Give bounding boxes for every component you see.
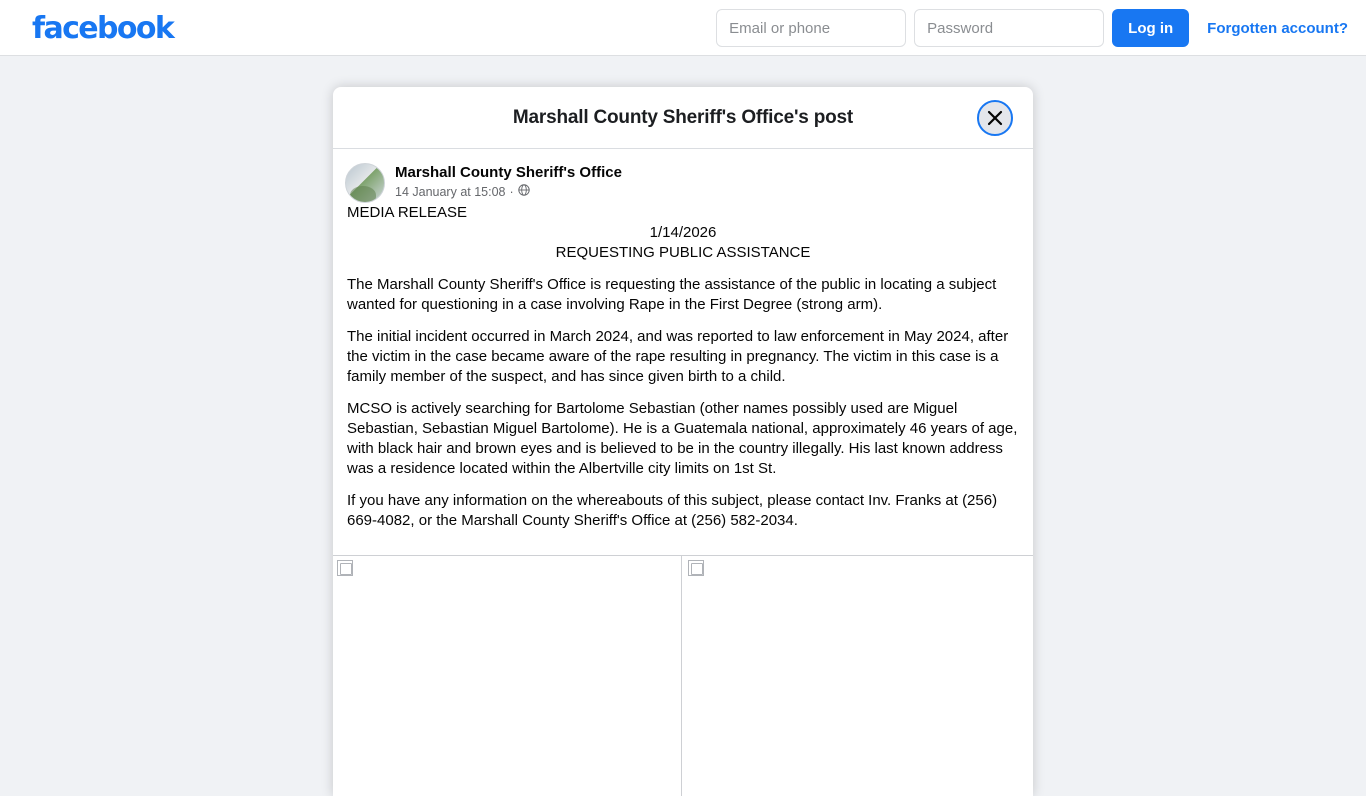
post-paragraph: The initial incident occurred in March 2024, and was reported to law enforcement in May 2024, after the victim in the case became aware of the rape resulting in pregnancy. The victim in this case is a family member of the suspect, and has since given birth to a child.	[347, 328, 1009, 385]
post-body	[333, 149, 1033, 555]
forgotten-account-link[interactable]: Forgotten account?	[1207, 19, 1348, 37]
log-in-button[interactable]: Log in	[1112, 9, 1189, 47]
facebook-logo[interactable]: facebook	[32, 11, 174, 46]
post-paragraph: MCSO is actively searching for Bartolome Sebastian (other names possibly used are Miguel Sebastian, Sebastian Miguel Bartolome). He is a Guatemala national, approximately 46 years of age, with black hair and brown eyes and is believed to be in the country illegally. His last known address was a residence located within the Albertville city limits on 1st St.	[347, 400, 1018, 477]
meta-separator: ·	[509, 185, 514, 199]
password-input[interactable]	[914, 9, 1104, 47]
post-paragraph: The Marshall County Sheriff's Office is requesting the assistance of the public in locating a subject wanted for questioning in a case involving Rape in the First Degree (strong arm).	[347, 276, 997, 313]
globe-icon	[518, 184, 530, 200]
dialog-title: Marshall County Sheriff's Office's post	[512, 106, 854, 128]
close-icon	[986, 109, 1004, 127]
line-requesting-assistance: REQUESTING PUBLIC ASSISTANCE	[555, 244, 811, 261]
facebook-top-bar	[0, 0, 1366, 56]
post-meta	[395, 184, 622, 200]
post-timestamp[interactable]: 14 January at 15:08	[395, 185, 506, 199]
post-dialog	[333, 87, 1033, 796]
post-image[interactable]	[684, 556, 1033, 796]
line-date: 1/14/2026	[649, 224, 717, 241]
close-button[interactable]	[977, 100, 1013, 136]
broken-image-icon	[337, 560, 353, 576]
login-area	[716, 9, 1348, 47]
post-paragraph: If you have any information on the whereabouts of this subject, please contact Inv. Franks at (256) 669-4082, or the Marshall County Sheriff's Office at (256) 582-2034.	[347, 492, 998, 529]
avatar[interactable]	[345, 163, 385, 203]
post-image[interactable]	[333, 556, 682, 796]
line-media-release: MEDIA RELEASE	[347, 204, 468, 221]
post-media-grid	[333, 555, 1033, 796]
post-author-block	[395, 163, 622, 200]
post-header	[345, 163, 1021, 203]
broken-image-icon	[688, 560, 704, 576]
post-author-name[interactable]: Marshall County Sheriff's Office	[395, 164, 622, 181]
post-text	[345, 203, 1021, 531]
email-or-phone-input[interactable]	[716, 9, 906, 47]
dialog-header	[333, 87, 1033, 149]
